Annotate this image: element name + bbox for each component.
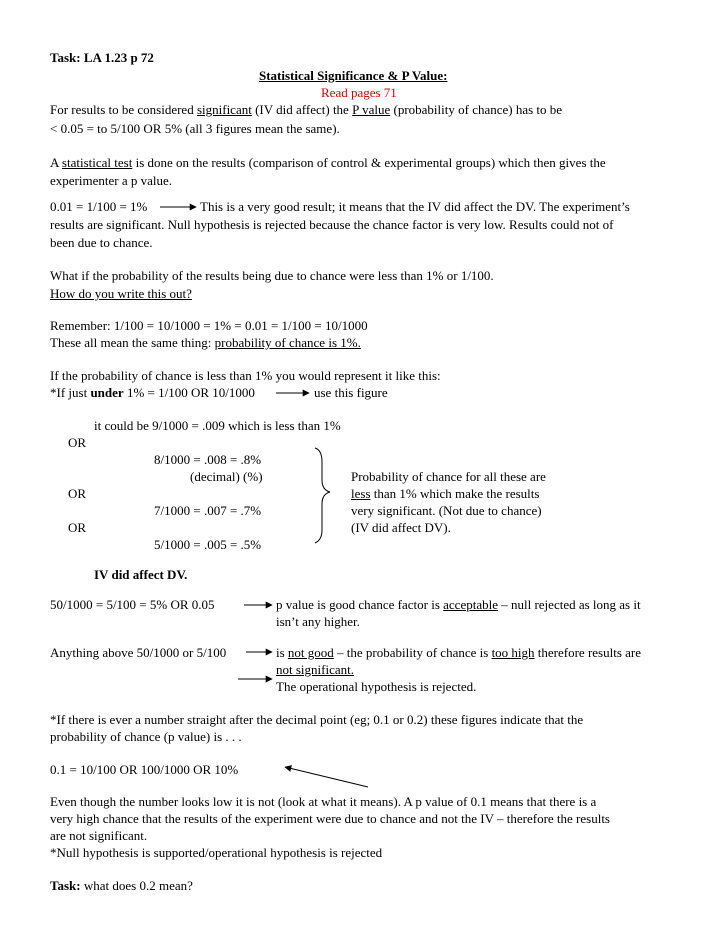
or-label: OR xyxy=(68,486,87,501)
null-hypothesis-supported: *Null hypothesis is supported/operational hypothesis is rejected xyxy=(50,845,383,860)
paragraph-good-result-line3: been due to chance. xyxy=(50,235,153,250)
explanation-line3: are not significant. xyxy=(50,828,148,843)
page-title: Statistical Significance & P Value: xyxy=(259,68,448,83)
term-under: under xyxy=(90,385,124,400)
example-7-1000: 7/1000 = .007 = .7% xyxy=(154,503,262,518)
text-span: is xyxy=(276,645,288,660)
bracket-note-line1: Probability of chance for all these are xyxy=(351,469,546,484)
paragraph-significance-line2: < 0.05 = to 5/100 OR 5% (all 3 figures mean the same). xyxy=(50,121,340,136)
text-span: than 1% which make the results xyxy=(370,486,540,501)
text-span: is done on the results (comparison of control & experimental groups) which then gives the xyxy=(132,155,606,170)
text-span: (probability of chance) has to be xyxy=(390,102,563,117)
paragraph-good-result-line1: This is a very good result; it means that the IV did affect the DV. The experiment’s xyxy=(200,199,630,214)
or-label: OR xyxy=(68,520,87,535)
brace-icon xyxy=(315,448,330,543)
task-label: Task: xyxy=(50,878,81,893)
anything-above-label: Anything above 50/1000 or 5/100 xyxy=(50,645,227,660)
text-span: These all mean the same thing: xyxy=(50,335,215,350)
term-not-good: not good xyxy=(287,645,334,660)
text-span: For results to be considered xyxy=(50,102,197,117)
example-ten-percent: 0.1 = 10/100 OR 100/1000 OR 10% xyxy=(50,762,239,777)
term-acceptable: acceptable xyxy=(443,597,498,612)
task-header: Task: LA 1.23 p 72 xyxy=(50,50,154,65)
arrow-left-icon xyxy=(285,767,368,787)
term-less: less xyxy=(351,486,371,501)
text-span: therefore results are xyxy=(534,645,642,660)
read-pages-note: Read pages 71 xyxy=(321,85,397,100)
paragraph-good-result-line2: results are significant. Null hypothesis is rejected because the chance factor is very low. Results could not of xyxy=(50,217,614,232)
example-one-percent: 0.01 = 1/100 = 1% xyxy=(50,199,148,214)
bracket-note-line3: very significant. (Not due to chance) xyxy=(351,503,542,518)
text-span: (IV did affect) the xyxy=(251,102,353,117)
term-p-value: P value xyxy=(352,102,391,117)
term-significant: significant xyxy=(196,102,252,117)
example-5-1000: 5/1000 = .005 = .5% xyxy=(154,537,262,552)
text-span: *If just xyxy=(50,385,91,400)
not-significant-line: not significant. xyxy=(276,662,354,677)
term-statistical-test: statistical test xyxy=(61,155,133,170)
or-label: OR xyxy=(68,435,87,450)
explanation-line2: very high chance that the results of the experiment were due to chance and not the IV – therefore the results xyxy=(50,811,610,826)
task-question: what does 0.2 mean? xyxy=(80,878,193,893)
use-this-figure: use this figure xyxy=(314,385,388,400)
term-probability-of-chance: probability of chance is 1%. xyxy=(214,335,361,350)
text-span: – the probability of chance is xyxy=(333,645,492,660)
text-span: – null rejected as long as it xyxy=(497,597,641,612)
text-span: A xyxy=(50,155,62,170)
text-span: p value is good chance factor is xyxy=(276,597,444,612)
text-span: 1% = 1/100 OR 10/1000 xyxy=(123,385,255,400)
represent-line: If the probability of chance is less than 1% you would represent it like this: xyxy=(50,368,441,383)
remember-line: Remember: 1/100 = 10/1000 = 1% = 0.01 = 1/100 = 10/1000 xyxy=(50,318,368,333)
example-8-1000: 8/1000 = .008 = .8% xyxy=(154,452,262,467)
example-intro: it could be 9/1000 = .009 which is less than 1% xyxy=(94,418,341,433)
hypothesis-rejected-line: The operational hypothesis is rejected. xyxy=(276,679,477,694)
example-five-percent: 50/1000 = 5/100 = 5% OR 0.05 xyxy=(50,597,215,612)
decimal-point-note-line1: *If there is ever a number straight after the decimal point (eg; 0.1 or 0.2) these figures indicate that the xyxy=(50,712,584,727)
decimal-percent-labels: (decimal) (%) xyxy=(190,469,263,484)
acceptable-line2: isn’t any higher. xyxy=(276,614,360,629)
decimal-point-note-line2: probability of chance (p value) is . . . xyxy=(50,729,242,744)
paragraph-statistical-test-line2: experimenter a p value. xyxy=(50,173,172,188)
question-how-to-write: How do you write this out? xyxy=(50,286,192,301)
bracket-note-line4: (IV did affect DV). xyxy=(351,520,451,535)
iv-did-affect-heading: IV did affect DV. xyxy=(94,567,188,582)
term-too-high: too high xyxy=(491,645,535,660)
question-less-than-one-percent: What if the probability of the results being due to chance were less than 1% or 1/100. xyxy=(50,268,494,283)
explanation-line1: Even though the number looks low it is not (look at what it means). A p value of 0.1 means that there is a xyxy=(50,794,597,809)
